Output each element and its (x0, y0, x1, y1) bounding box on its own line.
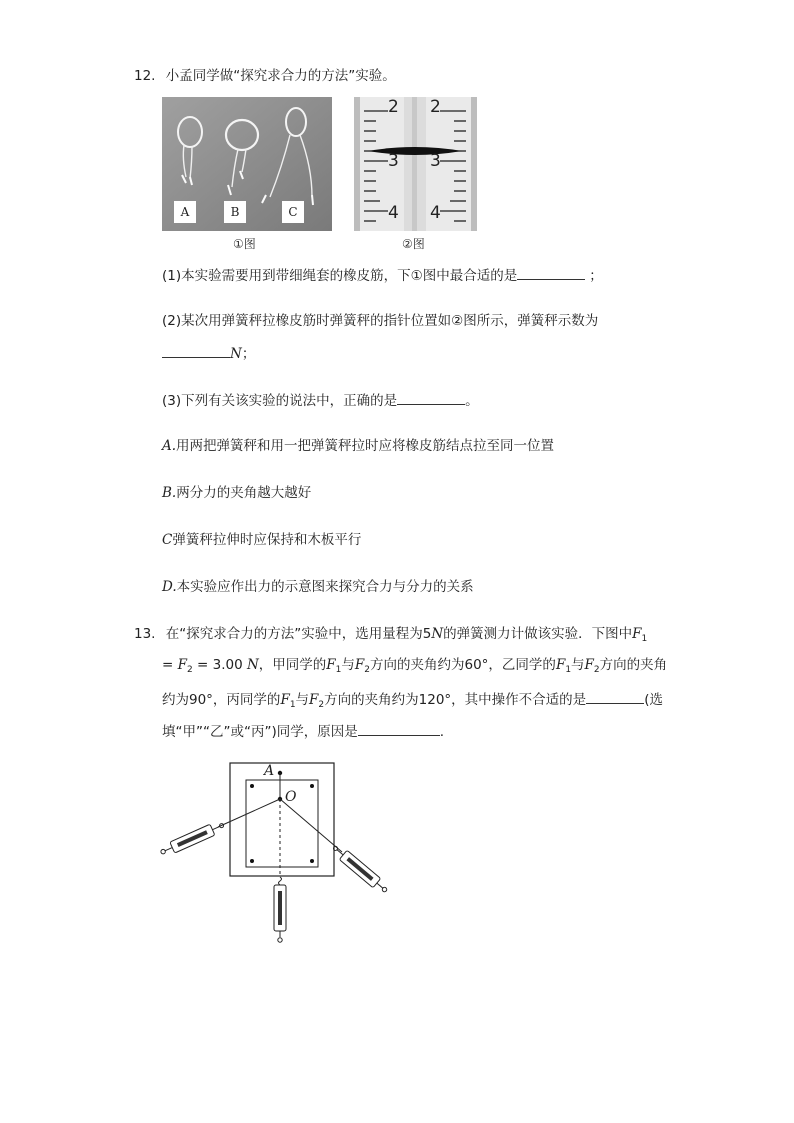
q13-l2-eq2: = 3.00 (192, 657, 247, 673)
q13-line-2 (162, 656, 667, 679)
q12-sub1-end: ； (589, 268, 603, 284)
figure-1-caption: ①图 (233, 237, 256, 251)
spring-scale-right (330, 843, 390, 896)
f1-symbol-b: F (326, 657, 336, 673)
q12-sub2-unit: N (230, 346, 242, 362)
spring-scale-bottom (274, 877, 286, 942)
option-c-text: 弹簧秤拉伸时应保持和木板平行 (172, 532, 362, 548)
label-a: A (174, 201, 196, 223)
f2-sub-b: 2 (364, 665, 370, 675)
q12-sub3 (162, 390, 479, 410)
q13-number: 13. (134, 626, 156, 642)
q13-l1-b: 的弹簧测力计做该实验．下图中 (443, 626, 633, 642)
tick-4-right: 4 (430, 203, 441, 223)
f2-symbol-c: F (584, 657, 594, 673)
q13-force-diagram (160, 755, 400, 945)
option-d-letter: D. (162, 579, 177, 595)
figure-1-rubber-bands (162, 97, 332, 231)
f1-sub-c: 1 (565, 665, 572, 675)
tick-3-right: 3 (430, 151, 441, 171)
q12-sub3-text: (3)下列有关该实验的说法中，正确的是 (162, 393, 398, 409)
figure-2-spring-scale (354, 97, 477, 231)
label-c: C (282, 201, 304, 223)
q13-l3-b: 方向的夹角约为120°，其中操作不合适的是 (324, 692, 587, 708)
tick-4-left: 4 (388, 203, 399, 223)
q12-sub2-cont (162, 343, 255, 363)
q12-sub1-blank[interactable] (517, 265, 585, 280)
q12-sub2-blank[interactable] (162, 343, 230, 358)
q12-sub2-text: (2)某次用弹簧秤拉橡皮筋时弹簧秤的指针位置如②图所示，弹簧秤示数为 (162, 313, 599, 329)
pin-bottom-right (310, 859, 314, 863)
q13-l3-c: (选 (644, 692, 663, 708)
label-point-o: O (285, 789, 297, 805)
option-a-letter: A. (162, 438, 177, 454)
q12-stem-line (134, 67, 396, 85)
q13-l2-a: ，甲同学的 (258, 657, 327, 673)
q13-line-1 (134, 625, 647, 648)
f2-sub: 2 (186, 665, 193, 675)
tick-2-left: 2 (388, 97, 399, 117)
q13-blank-2[interactable] (358, 721, 440, 736)
scale-ticks-illustration (354, 97, 477, 231)
q13-line-3 (162, 689, 663, 714)
option-a-text: 用两把弹簧秤和用一把弹簧秤拉时应将橡皮筋结点拉至同一位置 (176, 438, 555, 454)
q12-option-b[interactable] (162, 484, 311, 502)
label-point-a: A (264, 763, 275, 779)
f2-sub-c: 2 (593, 665, 600, 675)
q12-sub2-end: ； (241, 346, 256, 362)
q12-number: 12. (134, 68, 156, 84)
with-text-1: 与 (341, 657, 355, 673)
f2-symbol: F (177, 657, 187, 673)
q12-sub1 (162, 265, 603, 285)
spring-scale-left (160, 819, 226, 858)
q13-blank-1[interactable] (586, 689, 644, 704)
figure-2-caption: ②图 (402, 237, 425, 251)
option-c-letter: C (162, 532, 173, 548)
f1-symbol-c: F (555, 657, 566, 673)
q12-sub3-end: 。 (465, 393, 479, 409)
f1-sub-b: 1 (335, 665, 342, 675)
pin-top-right (310, 784, 314, 788)
tick-2-right: 2 (430, 97, 441, 117)
pin-bottom-left (250, 859, 254, 863)
q13-l4-end: . (439, 724, 445, 740)
option-b-text: 两分力的夹角越大越好 (176, 485, 312, 501)
f2-symbol-d: F (309, 692, 319, 708)
with-text-3: 与 (295, 692, 310, 708)
q12-sub1-text: (1)本实验需要用到带细绳套的橡皮筋，下①图中最合适的是 (162, 268, 518, 284)
q13-l3-a: 约为90°，丙同学的 (162, 692, 281, 708)
q12-stem: 小孟同学做“探究求合力的方法”实验。 (165, 68, 396, 84)
q13-l2-b: 方向的夹角约为60°，乙同学的 (370, 657, 556, 673)
option-b-letter: B. (162, 485, 177, 501)
q13-l1-a: 在“探究求合力的方法”实验中，选用量程为5 (165, 626, 432, 642)
q12-option-c[interactable] (162, 531, 361, 549)
q13-l2-c: 方向的夹角 (599, 657, 668, 673)
option-d-text: 本实验应作出力的示意图来探究合力与分力的关系 (176, 579, 474, 595)
f2-symbol-b: F (354, 657, 365, 673)
q13-line-4 (162, 721, 444, 741)
pin-top-left (250, 784, 254, 788)
q13-l2-unit: N (246, 657, 259, 673)
f1-sub: 1 (641, 634, 648, 644)
paper-sheet (246, 780, 318, 867)
with-text-2: 与 (571, 657, 585, 673)
tick-3-left: 3 (388, 151, 399, 171)
f1-symbol-d: F (280, 692, 290, 708)
q13-l2-eq: = (162, 657, 178, 673)
q12-sub3-blank[interactable] (397, 390, 465, 405)
label-b: B (224, 201, 246, 223)
q12-option-a[interactable] (162, 437, 554, 455)
f1-sub-d: 1 (289, 700, 296, 710)
f1-symbol: F (632, 626, 642, 642)
f2-sub-d: 2 (318, 700, 325, 710)
q12-sub2 (162, 312, 598, 330)
q13-l1-unit: N (431, 626, 444, 642)
q13-l4-a: 填“甲”“乙”或“丙”)同学，原因是 (162, 724, 358, 740)
q12-option-d[interactable] (162, 578, 474, 596)
